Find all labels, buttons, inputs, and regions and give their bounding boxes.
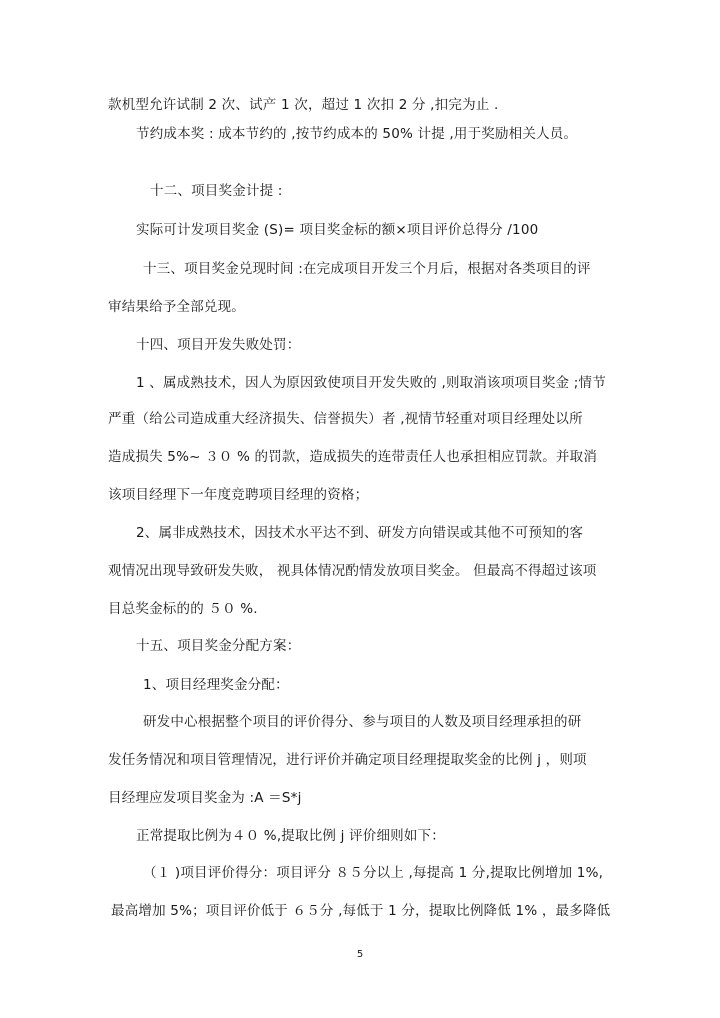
text-line: 正常提取比例为４０ %,提取比例 j 评价细则如下：	[136, 828, 445, 844]
text-line: 目总奖金标的的 ５０ %.	[108, 601, 258, 617]
section-heading: 十四、项目开发失败处罚：	[136, 337, 301, 353]
section-heading: 十二、项目奖金计提 :	[150, 183, 283, 199]
section-heading: 十五、项目奖金分配方案：	[136, 638, 301, 654]
text-line: 十三、项目奖金兑现时间 :在完成项目开发三个月后，根据对各类项目的评	[143, 261, 591, 277]
text-line: （１ )项目评价得分：项目评分 ８５分以上 ,每提高 1 分,提取比例增加 1%,	[143, 865, 604, 881]
text-line: 发任务情况和项目管理情况，进行评价并确定项目经理提取奖金的比例 j ，则项	[108, 752, 587, 768]
text-line: 2、属非成熟技术，因技术水平达不到、研发方向错误或其他不可预知的客	[136, 525, 584, 541]
page-number: 5	[356, 949, 364, 960]
formula-line: 目经理应发项目奖金为 :A ＝S*j	[108, 790, 302, 806]
formula-line: 实际可计发项目奖金 (S)= 项目奖金标的额×项目评价总得分 /100	[136, 222, 539, 238]
text-line: 款机型允许试制 2 次、试产 1 次，超过 1 次扣 2 分 ,扣完为止 .	[108, 97, 499, 113]
text-line: 最高增加 5%；项目评价低于 ６５分 ,每低于 1 分，提取比例降低 1% ，最多降低	[111, 903, 611, 919]
text-line: 研发中心根据整个项目的评价得分、参与项目的人数及项目经理承担的研	[143, 714, 582, 730]
text-line: 严重（给公司造成重大经济损失、信誉损失）者 ,视情节轻重对项目经理处以所	[108, 411, 583, 427]
text-line: 该项目经理下一年度竞聘项目经理的资格；	[108, 487, 369, 503]
text-line: 审结果给予全部兑现。	[108, 299, 245, 315]
subsection-heading: 1、项目经理奖金分配：	[143, 677, 289, 693]
text-line: 1 、属成熟技术，因人为原因致使项目开发失败的 ,则取消该项项目奖金 ;情节	[136, 375, 606, 391]
text-line: 观情况出现导致研发失败， 视具体情况酌情发放项目奖金。 但最高不得超过该项	[108, 563, 597, 579]
text-line: 节约成本奖 : 成本节约的 ,按节约成本的 50% 计提 ,用于奖励相关人员。	[136, 126, 578, 142]
text-line: 造成损失 5%~ ３０ % 的罚款，造成损失的连带责任人也承担相应罚款。并取消	[108, 449, 598, 465]
